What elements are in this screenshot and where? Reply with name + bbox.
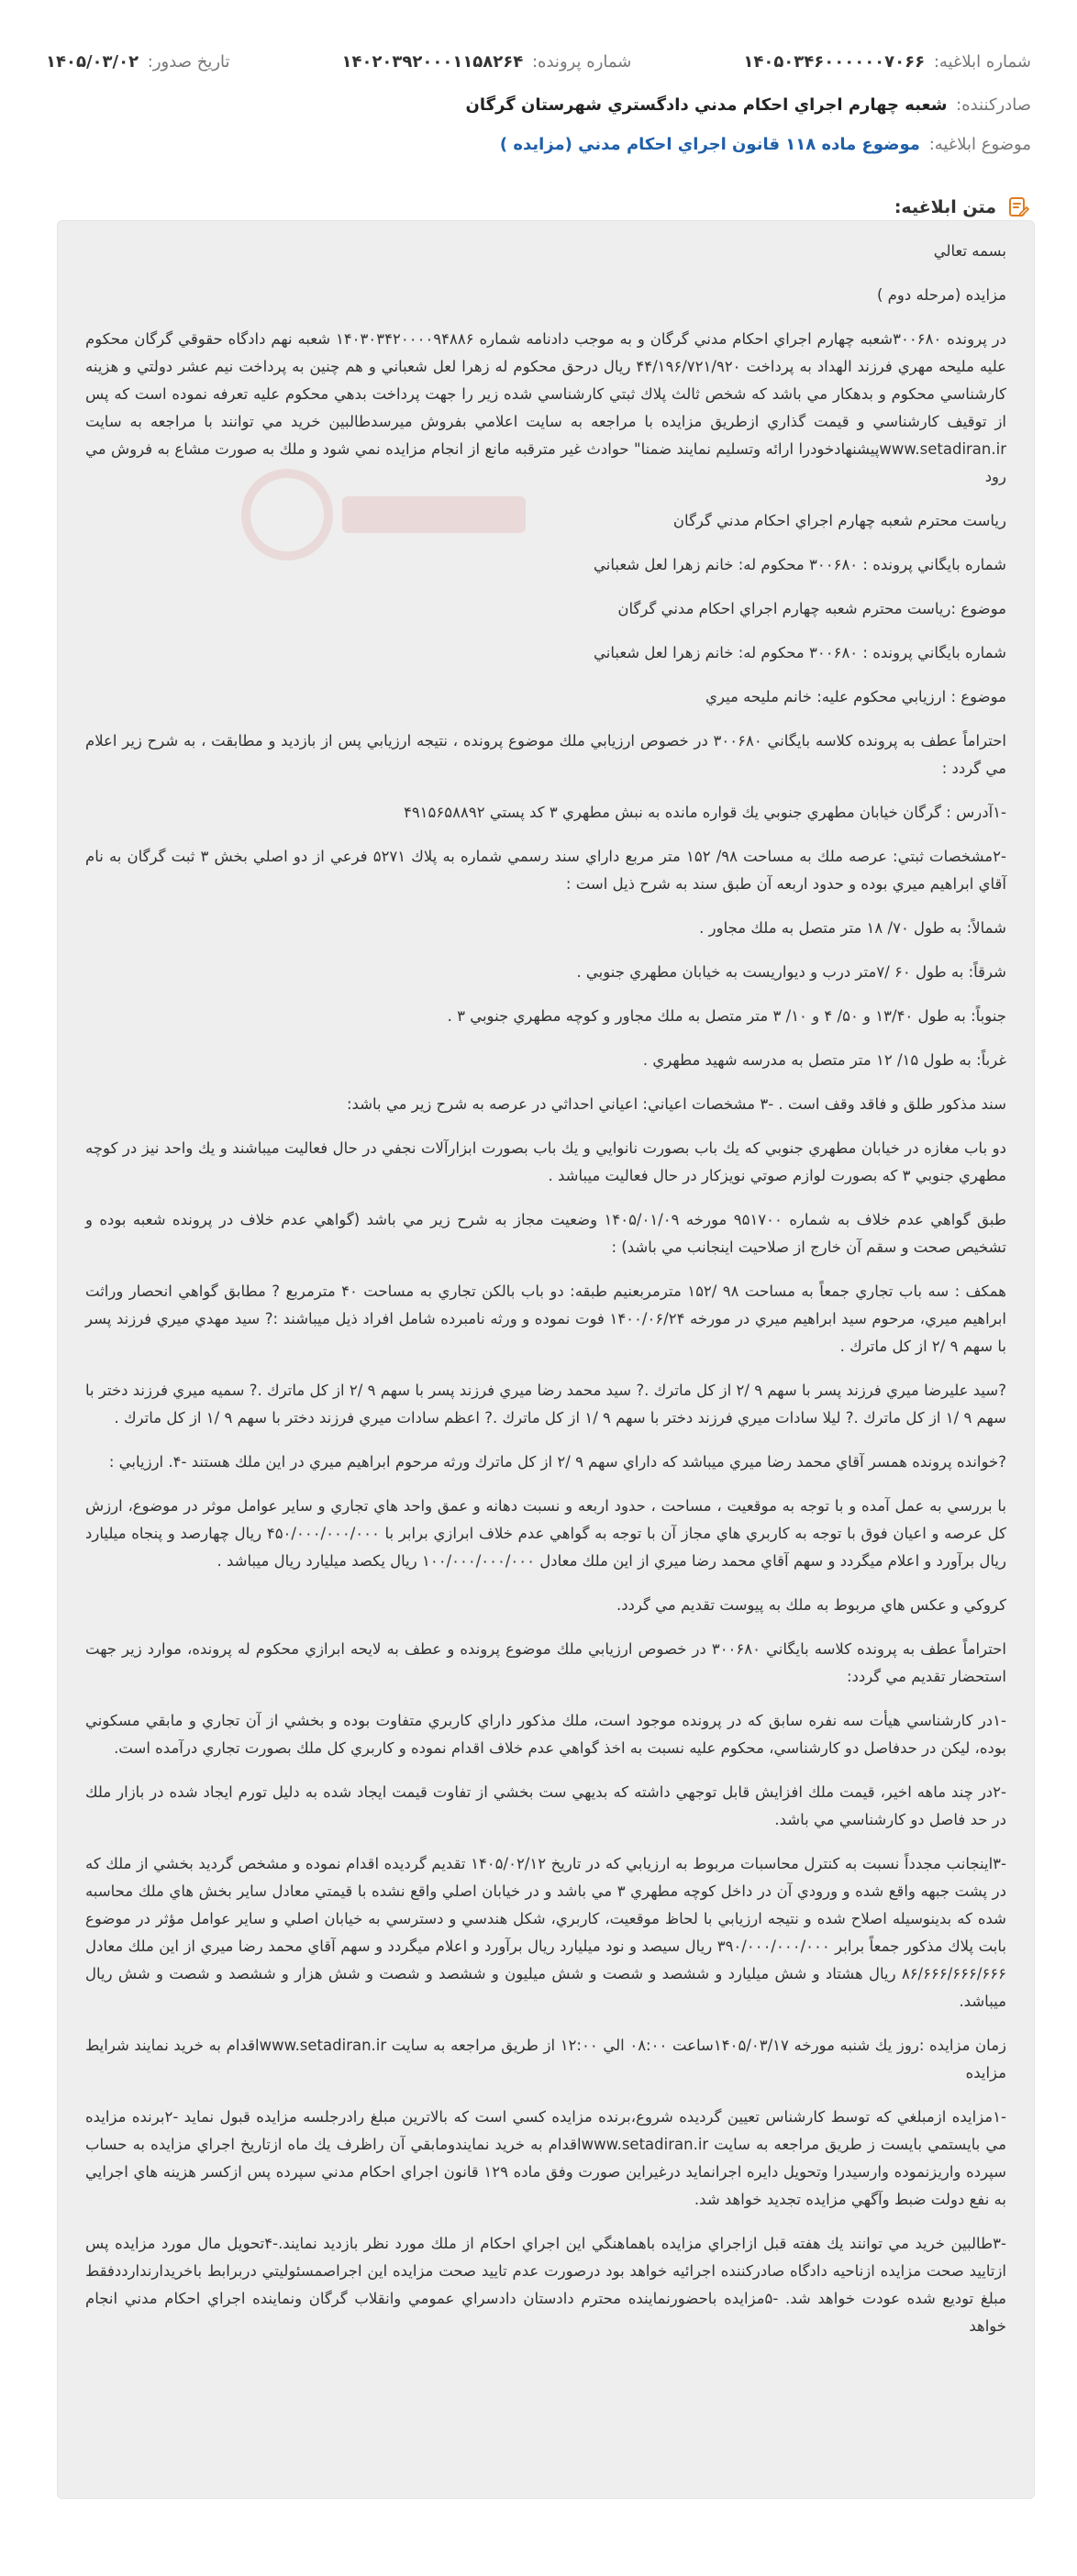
issuer-label: صادرکننده: [956, 95, 1031, 115]
notice-paragraph: ?خوانده پرونده همسر آقاي محمد رضا ميري ميباشد كه داراي سهم ۹ /۲ از كل ماترك ورثه مرحوم ابراهيم ميري در اين ملك هستند -۴. ارزيابي : [108, 1453, 1006, 1471]
notice-number-value: ۱۴۰۵۰۳۴۶۰۰۰۰۰۰۷۰۶۶ [743, 51, 926, 72]
notice-paragraph: -۱در كارشناسي هيأت سه نفره سابق كه در پرونده موجود است، ملك مذكور داراي كاربري متفاوت بوده و بخشي از آن تجاري و مابقي مسكوني بوده، ليكن در حدفاصل دو كارشناسي، محكوم عليه نسبت به اخذ گواهي عدم خلاف اقدام نموده و كاربري كل ملك بصورت تجاري درآمده است. [85, 1712, 1006, 1757]
notice-paragraph: كروكي و عكس هاي مربوط به ملك به پيوست تقديم مي گردد. [616, 1596, 1006, 1614]
notice-paragraph: سند مذكور طلق و فاقد وقف است . -۳ مشخصات اعياني: اعياني احداثي در عرصه به شرح زير مي باشد: [346, 1095, 1006, 1113]
issuer-value: شعبه چهارم اجراي احكام مدني دادگستري شهرستان گرگان [465, 95, 948, 115]
notice-paragraph: بسمه تعالي [933, 242, 1006, 260]
notice-paragraph: زمان مزايده :روز يك شنبه مورخه ۱۴۰۵/۰۳/۱۷ساعت ۰۸:۰۰ الي ۱۲:۰۰ از طريق مراجعه به سايت www.setadiran.irاقدام به خريد نمايند شرايط مزايده [85, 2037, 1006, 2082]
notice-body [57, 220, 1035, 2499]
notice-paragraph: -۱آدرس : گرگان خيابان مطهري جنوبي يك قواره مانده به نبش مطهري ۳ كد پستي ۴۹۱۵۶۵۸۸۹۲ [403, 804, 1006, 821]
issue-date [46, 52, 230, 72]
subject-line [46, 135, 1031, 154]
meta-row [46, 48, 1031, 75]
case-number-label: شماره پرونده: [531, 51, 632, 72]
notice-paragraph: موضوع :رياست محترم شعبه چهارم اجراي احكام مدني گرگان [617, 600, 1006, 617]
notice-paragraph: طبق گواهي عدم خلاف به شماره ۹۵۱۷۰۰ مورخه ۱۴۰۵/۰۱/۰۹ وضعيت مجاز به شرح زير مي باشد (گواهي عدم خلاف در پرونده شعبه بوده و تشخيص صحت و سقم آن خارج از صلاحيت اينجانب مي باشد) : [85, 1211, 1006, 1256]
notice-paragraph: جنوباً: به طول ۱۳/۴۰ و ۵۰/ ۴ و ۱۰/ ۳ متر متصل به ملك مجاور و كوچه مطهري جنوبي ۳ . [447, 1007, 1006, 1025]
notice-paragraph: احتراماً عطف به پرونده كلاسه بايگاني ۳۰۰۶۸۰ در خصوص ارزيابي ملك موضوع پرونده ، نتيجه ارزيابي پس از بازديد و مطابقت ، به شرح زير اعلام مي گردد : [85, 732, 1006, 777]
notice-paragraph: همكف : سه باب تجاري جمعاً به مساحت ۹۸ /۱۵۲ مترمربعنيم طبقه: دو باب بالكن تجاري به مساحت ۴۰ مترمربع ? مطابق گواهي انحصار وراثت ابراهيم ميري، مرحوم سيد ابراهيم ميري در مورخه ۱۴۰۰/۰۶/۲۴ فوت نموده و ورثه نامبرده شامل افراد ذيل ميباشند :? سيد مهدي ميري فرزند پسر با سهم ۹ /۲ از كل ماترك . [85, 1282, 1006, 1355]
notice-paragraph: غرباً: به طول ۱۵/ ۱۲ متر متصل به مدرسه شهيد مطهري . [642, 1051, 1006, 1069]
notice-paragraph: شمالاً: به طول ۷۰/ ۱۸ متر متصل به ملك مجاور . [699, 919, 1006, 937]
notice-header [0, 0, 1077, 154]
notice-paragraph: شرقاً: به طول ۶۰ /۷متر درب و ديواريست به خيابان مطهري جنوبي . [576, 963, 1006, 981]
subject-label: موضوع ابلاغيه: [928, 135, 1031, 154]
case-number-value: ۱۴۰۲۰۳۹۲۰۰۰۱۱۵۸۲۶۴ [341, 51, 524, 72]
notice-paragraph: شماره بايگاني پرونده : ۳۰۰۶۸۰ محكوم له: خانم زهرا لعل شعباني [593, 644, 1006, 661]
notice-paragraph: -۲در چند ماهه اخير، قيمت ملك افزايش قابل توجهي داشته كه بديهي ست بخشي از تفاوت قيمت ايجاد شده به دليل تورم ايجاد شده در بازار ملك در حد فاصل دو كارشناسي مي باشد. [85, 1783, 1006, 1828]
notice-paragraphs [85, 238, 1006, 2340]
notice-paragraph: با بررسي به عمل آمده و با توجه به موقعيت ، مساحت ، حدود اربعه و نسبت دهانه و عمق واحد هاي تجاري و ساير عوامل موثر در موضوع، ارزش كل عرصه و اعيان فوق با توجه به كاربري هاي مجاز آن با توجه به گواهي عدم خلاف ابرازي برابر با ۴۵۰/۰۰۰/۰۰۰/۰۰۰ ريال چهارصد و پنجاه ميليارد ريال برآورد و اعلام ميگردد و سهم آقاي محمد رضا ميري از اين ملك معادل ۱۰۰/۰۰۰/۰۰۰/۰۰۰ ريال يكصد ميليارد ريال ميباشد . [85, 1497, 1006, 1570]
notice-paragraph: -۱مزايده ازمبلغي كه توسط كارشناس تعيين گرديده شروع،برنده مزايده كسي است كه بالاترين مبلغ رادرجلسه مزايده قبول نمايد -۲برنده مزايده مي بايستمي بايست ز طريق مراجعه به سايت www.setadiran.irاقدام به خريد نمايندومابقي آن راظرف يك ماه ازتاريخ اجراي مزايده به حساب سپرده واريزنموده وارسيدرا وتحويل دايره اجرانمايد درغيراين صورت وفق ماده ۱۲۹ قانون اجراي احكام مدني سپرده پس ازكسر هزينه هاي اجرايي به نفع دولت ضبط وآگهي مزايده تجديد خواهد شد. [85, 2108, 1007, 2208]
notice-paragraph: -۲مشخصات ثبتي: عرصه ملك به مساحت ۹۸/ ۱۵۲ متر مربع داراي سند رسمي شماره به پلاك ۵۲۷۱ فرعي از دو اصلي بخش ۳ ثبت گرگان به نام آقاي ابراهيم ميري بوده و حدود اربعه آن طبق سند به شرح ذيل است : [85, 848, 1006, 893]
notice-paragraph: ?سيد عليرضا ميري فرزند پسر با سهم ۹ /۲ از كل ماترك .? سيد محمد رضا ميري فرزند پسر با سهم ۹ /۲ از كل ماترك .? سميه ميري فرزند دختر با سهم ۹ /۱ از كل ماترك .? ليلا سادات ميري فرزند دختر با سهم ۹ /۱ از كل ماترك .? اعظم سادات ميري فرزند دختر با سهم ۹ /۱ از كل ماترك . [85, 1382, 1006, 1427]
notice-paragraph: -۳طالبين خريد مي توانند يك هفته قبل ازاجراي مزايده باهماهنگي اين اجراي احكام از ملك مورد نظر بازديد نمايند.-۴تحويل مال مورد مزايده پس ازتاييد صحت مزايده ازناحيه دادگاه صادركننده اجرائيه خواهد بود درصورت عدم تاييد صحت مزايده اين اجراصمسئوليتي دربرابط باخريدارندارددفقط مبلغ توديع شده عودت خواهد شد. -۵مزايده باحضورنماينده محترم دادستان دادسراي عمومي وانقلاب گرگان ونماينده اجراي احكام مدني انجام خواهد [85, 2235, 1007, 2335]
notice-paragraph: رياست محترم شعبه چهارم اجراي احكام مدني گرگان [672, 512, 1006, 529]
notice-paragraph: -۳اينجانب مجدداً نسبت به كنترل محاسبات مربوط به ارزيابي كه در تاريخ ۱۴۰۵/۰۲/۱۲ تقديم گرديده اقدام نموده و مشخص گرديد بخشي از ملك كه در پشت جبهه واقع شده و ورودي آن در داخل كوچه مطهري ۳ مي باشد و در خيابان اصلي واقع نشده با قيمتي معادل ساير بخش هاي ملك محاسبه شده كه بدينوسيله اصلاح شده و نتيجه ارزيابي با لحاظ موقعيت، كاربري، شكل هندسي و دسترسي به خيابان اصلي و ساير عوامل مؤثر در موضوع بابت پلاك مذكور جمعاً برابر ۳۹۰/۰۰۰/۰۰۰/۰۰۰ ريال سيصد و نود ميليارد ريال برآورد و اعلام ميگردد و سهم آقاي محمد رضا ميري از اين ملك معادل ۸۶/۶۶۶/۶۶۶/۶۶۶ ريال هشتاد و شش ميليارد و ششصد و شصت و شش ميليون و ششصد و شصت و شش هزار و ششصد و شصت و شش ريال ميباشد. [85, 1855, 1006, 2010]
case-number [341, 52, 631, 72]
issuer-line [46, 95, 1031, 115]
section-title [46, 194, 1031, 220]
notice-paragraph: مزايده (مرحله دوم ) [876, 286, 1006, 304]
section-title-text: متن ابلاغيه: [894, 197, 996, 217]
notice-paragraph: احتراماً عطف به پرونده كلاسه بايگاني ۳۰۰۶۸۰ در خصوص ارزيابي ملك موضوع پرونده و عطف به لايحه ابرازي محكوم له پرونده، موارد زير جهت استحضار تقديم مي گردد: [85, 1640, 1006, 1685]
issue-date-value: ۱۴۰۵/۰۳/۰۲ [46, 51, 139, 72]
issue-date-label: تاريخ صدور: [147, 51, 230, 72]
notice-paragraph: دو باب مغازه در خيابان مطهري جنوبي كه يك باب بصورت نانوايي و يك باب بصورت ابزارآلات نجفي در حال فعاليت ميباشند و يك واحد نيز در كوچه مطهري جنوبي ۳ كه بصورت لوازم صوتي نويزكار در حال فعاليت ميباشد . [85, 1139, 1006, 1184]
notice-number-label: شماره ابلاغيه: [933, 51, 1031, 72]
notice-paragraph: موضوع : ارزيابي محكوم عليه: خانم مليحه ميري [705, 688, 1006, 705]
notice-paragraph: شماره بايگاني پرونده : ۳۰۰۶۸۰ محكوم له: خانم زهرا لعل شعباني [593, 556, 1006, 573]
notice-number [743, 52, 1031, 72]
document-edit-icon [1005, 194, 1031, 220]
subject-value: موضوع ماده ۱۱۸ قانون اجراي احكام مدني (مزايده ) [499, 135, 920, 154]
notice-paragraph: در پرونده ۳۰۰۶۸۰شعبه چهارم اجراي احكام مدني گرگان و به موجب دادنامه شماره ۱۴۰۳۰۳۴۲۰۰۰۰۹۴۸۸۶ شعبه نهم دادگاه حقوقي گرگان محكوم عليه مليحه مهري فرزند الهداد به پرداخت ۴۴/۱۹۶/۷۲۱/۹۲۰ ريال درحق محكوم له زهرا لعل شعباني و هم چنين به پرداخت نيم عشر دولتي و هزينه كارشناسي محكوم و بدهكار مي باشد كه شخص ثالث پلاك ثبتي كارشناسي شده زير را جهت پرداخت بدهي محكوم عليه تعرفه نموده است كه پس از توقيف كارشناسي و قيمت گذاري ازطريق مزايده با مراجعه به سايت اعلامي بفروش ميرسدطالبين خريد مي توانند با مراجعه به سايت www.setadiran.irپيشنهادخودرا ارائه وتسليم نمايند ضمنا" حوادث غير مترقبه مانع از انجام مزايده نمي شود و ملك به صورت مشاع به فروش مي رود [85, 330, 1006, 485]
